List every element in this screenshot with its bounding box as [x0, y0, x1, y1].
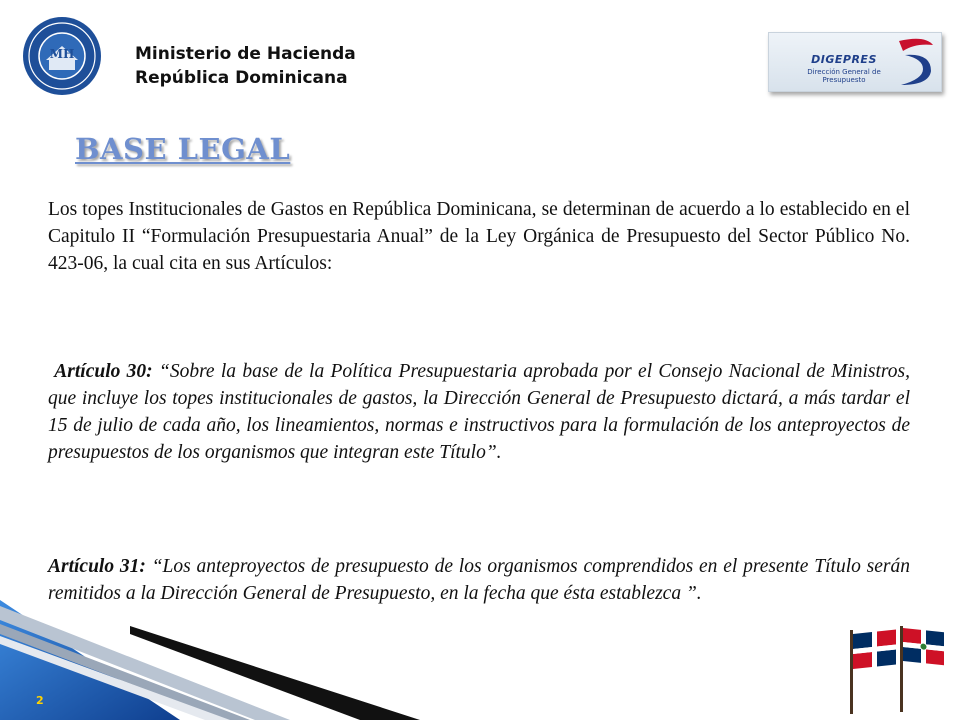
page-title: BASE LEGAL: [75, 132, 291, 166]
organization-name: [135, 42, 356, 90]
digepres-logo-subtitle: Dirección General de Presupuesto: [807, 68, 881, 84]
article-31-label: Artículo 31:: [48, 556, 146, 577]
page-number: 2: [36, 694, 44, 707]
decorative-stripes: [0, 600, 420, 720]
article-30-paragraph: [48, 358, 910, 466]
ministerio-hacienda-seal-icon: [22, 16, 102, 96]
org-line-ministry: Ministerio de Hacienda: [135, 44, 356, 64]
digepres-swoosh-icon: [895, 35, 937, 89]
article-30-text: “Sobre la base de la Política Presupuestaria aprobada por el Consejo Nacional de Ministros, que incluye los topes institucionales de gastos, la Dirección General de Presupuesto dictará, a más tardar el 15 de julio de cada año, los lineamientos, normas e instructivos para la formulación de los anteproyectos de presupuestos de los organismos que integran este Título”.: [48, 361, 911, 463]
org-line-country: República Dominicana: [135, 68, 348, 88]
article-31-paragraph: [48, 553, 910, 607]
seal-monogram: MH: [49, 47, 75, 61]
article-30-label: Artículo 30:: [54, 361, 153, 382]
dominican-republic-flags-icon: [838, 622, 948, 714]
intro-paragraph: Los topes Institucionales de Gastos en República Dominicana, se determinan de acuerdo a lo establecido en el Capitulo II “Formulación Presupuestaria Anual” de la Ley Orgánica de Presupuesto del Sector Público No. 423-06, la cual cita en sus Artículos:: [48, 199, 910, 274]
digepres-logo-brand: DIGEPRES: [811, 53, 877, 66]
article-31-text: “Los anteproyectos de presupuesto de los organismos comprendidos en el presente Título serán remitidos a la Dirección General de Presupuesto, en la fecha que ésta establezca ”.: [48, 556, 910, 604]
digepres-logo: [768, 32, 942, 92]
